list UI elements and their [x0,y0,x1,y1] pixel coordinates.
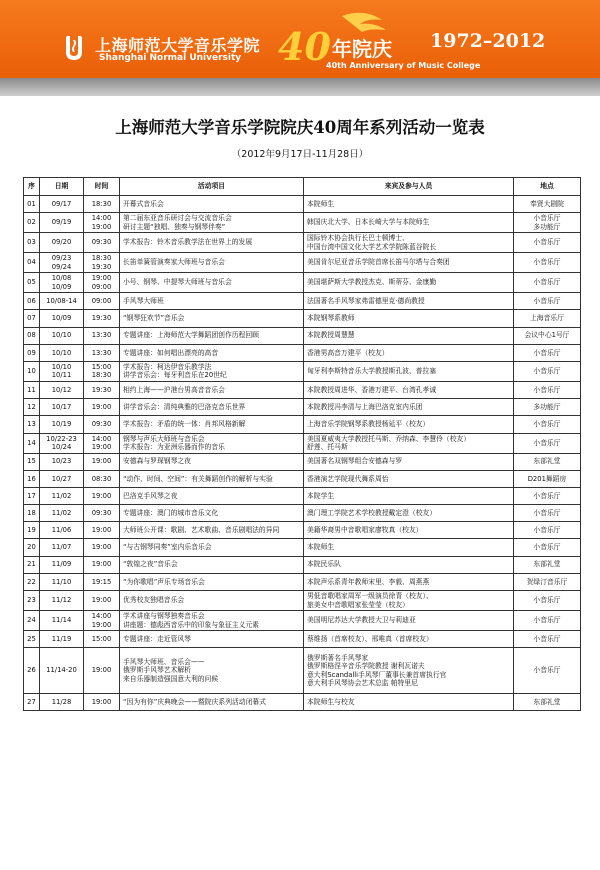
row-index: 04 [24,253,40,273]
row-activity: 小号、钢琴、中提琴大师班与音乐会 [120,273,304,293]
row-index: 06 [24,293,40,310]
row-date: 09/20 [40,233,84,253]
row-activity: “为你歌唱”声乐专场音乐会 [120,573,304,590]
row-index: 26 [24,648,40,694]
row-venue: 会议中心1号厅 [514,327,581,344]
row-index: 09 [24,344,40,361]
table-row [24,556,581,573]
anniversary-logo [272,10,432,68]
school-emblem-icon [62,34,86,62]
row-date: 10/19 [40,416,84,433]
row-time: 09:30 [84,233,120,253]
row-guests: 美国夏威夷大学教授托马斯、乔纳森、李慧伶（校友） 舒莲、托马斯 [304,433,514,453]
table-row [24,196,581,213]
row-index: 07 [24,310,40,327]
row-activity: 学术讲座与钢琴独奏音乐会 讲座题：德彪西音乐中的印象与象征主义元素 [120,611,304,631]
table-row [24,433,581,453]
row-index: 22 [24,573,40,590]
row-venue: 小音乐厅 [514,273,581,293]
row-activity: 优秀校友独唱音乐会 [120,591,304,611]
row-date: 11/28 [40,694,84,711]
row-date: 11/09 [40,556,84,573]
row-date: 10/10 [40,344,84,361]
row-activity: 学术报告：矛盾的统一体：肖邦风格新解 [120,416,304,433]
table-row [24,522,581,539]
row-guests: 匈牙利李斯特音乐大学教授斯孔波、普拉塞 [304,361,514,381]
row-date: 11/07 [40,539,84,556]
row-index: 18 [24,505,40,522]
row-guests: 香港演艺学院现代舞系周怡 [304,470,514,487]
row-index: 02 [24,213,40,233]
table-row [24,487,581,504]
table-row [24,694,581,711]
row-date: 10/09 [40,310,84,327]
row-guests: 美国明尼苏达大学教授大卫与莉迪亚 [304,611,514,631]
row-activity: 专题讲座：如何唱出漂亮的高音 [120,344,304,361]
table-row [24,361,581,381]
row-venue: 东部礼堂 [514,694,581,711]
row-index: 14 [24,433,40,453]
row-venue: 东部礼堂 [514,453,581,470]
row-time: 14:00 19:00 [84,611,120,631]
header-activity: 活动项目 [120,178,304,196]
row-guests: 上海音乐学院钢琴系教授杨延平（校友） [304,416,514,433]
table-row [24,213,581,233]
svg-text:40: 40 [278,24,331,68]
row-guests: 美国堪萨斯大学教授杰克、斯蒂芬、金康勤 [304,273,514,293]
row-activity: 专题讲座：上海师范大学舞蹈团创作历程回顾 [120,327,304,344]
header-date: 日期 [40,178,84,196]
header-index: 序 [24,178,40,196]
row-venue: 多功能厅 [514,399,581,416]
row-time: 19:00 [84,556,120,573]
page-title: 上海师范大学音乐学院院庆40周年系列活动一览表 [115,118,485,137]
row-date: 10/10 10/11 [40,361,84,381]
row-guests: 香港男高音万建平（校友） [304,344,514,361]
row-venue: 小音乐厅 [514,233,581,253]
row-index: 10 [24,361,40,381]
row-guests: 男低音歌唱家周军一级演员徐青（校友）、 旅美女中音歌唱家张莹莹（校友） [304,591,514,611]
activity-table [23,177,581,711]
row-time: 14:00 19:00 [84,213,120,233]
page-subtitle: （2012年9月17日-11月28日） [231,149,369,160]
row-time: 19:30 [84,381,120,398]
row-index: 19 [24,522,40,539]
row-venue: 小音乐厅 [514,539,581,556]
row-date: 11/19 [40,631,84,648]
row-date: 09/23 09/24 [40,253,84,273]
row-activity: 手风琴大师班 [120,293,304,310]
row-guests: 本院教授周慧慧 [304,327,514,344]
row-date: 10/12 [40,381,84,398]
table-row [24,310,581,327]
row-date: 11/12 [40,591,84,611]
row-venue: 小音乐厅 [514,591,581,611]
row-guests: 澳门理工学院艺术学校教授戴定澄（校友） [304,505,514,522]
row-index: 11 [24,381,40,398]
row-venue: 东部礼堂 [514,556,581,573]
row-index: 05 [24,273,40,293]
header-banner [0,0,600,78]
row-time: 19:00 [84,648,120,694]
row-activity: “因为有你”庆典晚会——暨院庆系列活动闭幕式 [120,694,304,711]
anniversary-en: 40th Anniversary of Music College [326,61,481,70]
row-activity: 手风琴大师班、音乐会—— 俄罗斯手风琴艺术解析 来自乐器制造强国意大利的问候 [120,648,304,694]
row-date: 09/17 [40,196,84,213]
row-guests: 本院师生 [304,539,514,556]
row-venue: 小音乐厅 [514,344,581,361]
row-venue: D201舞蹈房 [514,470,581,487]
row-activity: 讲学音乐会：清纯典雅的巴洛克音乐世界 [120,399,304,416]
row-time: 19:00 [84,539,120,556]
row-date: 10/08 10/09 [40,273,84,293]
school-name-en: Shanghai Normal University [99,53,242,63]
row-time: 19:00 [84,487,120,504]
row-index: 27 [24,694,40,711]
row-date: 10/27 [40,470,84,487]
row-activity: 第二届东亚音乐研讨会与交流音乐会 研讨主题“独唱、独奏与钢琴伴奏” [120,213,304,233]
row-activity: 专题讲座：走近管风琴 [120,631,304,648]
row-time: 19:15 [84,573,120,590]
row-index: 24 [24,611,40,631]
row-venue: 小音乐厅 [514,487,581,504]
row-venue: 小音乐厅 [514,293,581,310]
row-date: 10/23 [40,453,84,470]
row-time: 18:30 [84,196,120,213]
row-time: 09:30 [84,505,120,522]
row-index: 03 [24,233,40,253]
row-activity: “与古钢琴同奏”室内乐音乐会 [120,539,304,556]
table-header-row [24,178,581,196]
row-guests: 韩国庆北大学、日本长崎大学与本院师生 [304,213,514,233]
table-row [24,648,581,694]
row-guests: 俄罗斯著名手风琴家 俄罗斯格涅辛音乐学院教授 谢利瓦诺夫 意大利Scandalli手风琴厂董事长兼首席执行官 意大利手风琴协会艺术总监 帕特里尼 [304,648,514,694]
row-venue: 小音乐厅 [514,361,581,381]
row-index: 21 [24,556,40,573]
table-row [24,399,581,416]
row-guests: 本院声乐系青年教师宋里、李毅、周燕燕 [304,573,514,590]
row-index: 17 [24,487,40,504]
table-row [24,505,581,522]
table-row [24,573,581,590]
row-time: 15:00 18:30 [84,361,120,381]
row-index: 25 [24,631,40,648]
row-time: 14:00 19:00 [84,433,120,453]
row-guests: 本院师生 [304,196,514,213]
table-row [24,253,581,273]
header-time: 时间 [84,178,120,196]
row-venue: 小音乐厅 多功能厅 [514,213,581,233]
row-activity: 钢琴与声乐大师班与音乐会 学术报告：为亚洲乐器而作的音乐 [120,433,304,453]
row-venue: 奉贤大剧院 [514,196,581,213]
row-venue: 小音乐厅 [514,631,581,648]
row-venue: 上海音乐厅 [514,310,581,327]
row-activity: 大师班公开课：歌剧、艺术歌曲、音乐剧唱法的异同 [120,522,304,539]
row-activity: 相约上海——沪港台男高音音乐会 [120,381,304,398]
row-time: 19:00 [84,522,120,539]
svg-text:年院庆: 年院庆 [332,37,392,61]
row-guests: 法国著名手风琴家弗雷德里克·德尚教授 [304,293,514,310]
row-time: 08:30 [84,470,120,487]
row-time: 09:00 [84,293,120,310]
table-row [24,611,581,631]
row-venue: 小音乐厅 [514,611,581,631]
header-divider [0,78,600,96]
row-time: 19:00 [84,399,120,416]
row-time: 09:30 [84,416,120,433]
row-activity: “敦煌之夜”音乐会 [120,556,304,573]
header-guests: 来宾及参与人员 [304,178,514,196]
row-activity: “动作、时间、空间”：有关舞蹈创作的解析与实验 [120,470,304,487]
table-row [24,470,581,487]
row-date: 11/14 [40,611,84,631]
table-row [24,273,581,293]
row-guests: 本院钢琴系教师 [304,310,514,327]
row-date: 10/10 [40,327,84,344]
header-venue: 地点 [514,178,581,196]
row-guests: 美籍华裔男中音歌唱家廖牧真（校友） [304,522,514,539]
table-row [24,233,581,253]
row-date: 10/22-23 10/24 [40,433,84,453]
row-venue: 小音乐厅 [514,433,581,453]
row-venue: 小音乐厅 [514,253,581,273]
row-guests: 美国著名双钢琴组合安德森与罗 [304,453,514,470]
table-row [24,416,581,433]
row-index: 16 [24,470,40,487]
row-guests: 蔡维扬（首席校友）、邢唯真（首席校友） [304,631,514,648]
table-row [24,327,581,344]
row-time: 13:30 [84,327,120,344]
row-date: 09/19 [40,213,84,233]
table-row [24,453,581,470]
row-time: 19:00 [84,694,120,711]
row-guests: 国际铃木协会执行长巴士顿博士、 中国台湾中国文化大学艺术学院陈蓝谷院长 [304,233,514,253]
row-date: 11/14-20 [40,648,84,694]
row-guests: 本院教授周进华、香港万建平、台湾孔孝诚 [304,381,514,398]
row-guests: 本院民乐队 [304,556,514,573]
table-row [24,293,581,310]
row-index: 08 [24,327,40,344]
row-venue: 贺绿汀音乐厅 [514,573,581,590]
row-time: 15:00 [84,631,120,648]
row-activity: 专题讲座：澳门的城市音乐文化 [120,505,304,522]
row-activity: 长笛单簧管演奏家大师班与音乐会 [120,253,304,273]
row-index: 12 [24,399,40,416]
row-activity: “钢琴狂欢节”音乐会 [120,310,304,327]
row-activity: 安德森与罗琛钢琴之夜 [120,453,304,470]
row-activity: 开幕式音乐会 [120,196,304,213]
row-date: 10/08-14 [40,293,84,310]
row-activity: 学术报告：柯达伊音乐教学法 讲学音乐会：每牙利音乐在20世纪 [120,361,304,381]
row-index: 20 [24,539,40,556]
row-date: 11/02 [40,487,84,504]
row-guests: 本院师生与校友 [304,694,514,711]
table-row [24,344,581,361]
row-time: 19:00 09:00 [84,273,120,293]
row-venue: 小音乐厅 [514,522,581,539]
row-index: 23 [24,591,40,611]
row-activity: 巴洛克手风琴之夜 [120,487,304,504]
row-activity: 学术报告：铃木音乐教学法在世界上的发展 [120,233,304,253]
row-guests: 本院学生 [304,487,514,504]
row-venue: 小音乐厅 [514,381,581,398]
table-row [24,539,581,556]
table-row [24,591,581,611]
row-guests: 本院教授冯李清与上海巴洛克室内乐团 [304,399,514,416]
table-row [24,631,581,648]
row-date: 11/02 [40,505,84,522]
table-row [24,381,581,398]
years-range: 1972–2012 [430,30,546,52]
row-venue: 小音乐厅 [514,648,581,694]
row-time: 19:00 [84,591,120,611]
row-time: 19:30 [84,310,120,327]
row-index: 13 [24,416,40,433]
row-date: 11/06 [40,522,84,539]
school-name-cn: 上海师范大学音乐学院 [95,36,261,55]
row-index: 15 [24,453,40,470]
row-date: 10/17 [40,399,84,416]
row-time: 18:30 19:30 [84,253,120,273]
row-date: 11/10 [40,573,84,590]
row-time: 13:30 [84,344,120,361]
row-index: 01 [24,196,40,213]
row-guests: 美国肯尔尼亚音乐学院首席长笛马尔塔与合奏团 [304,253,514,273]
row-venue: 小音乐厅 [514,505,581,522]
row-time: 19:00 [84,453,120,470]
row-venue: 小音乐厅 [514,416,581,433]
